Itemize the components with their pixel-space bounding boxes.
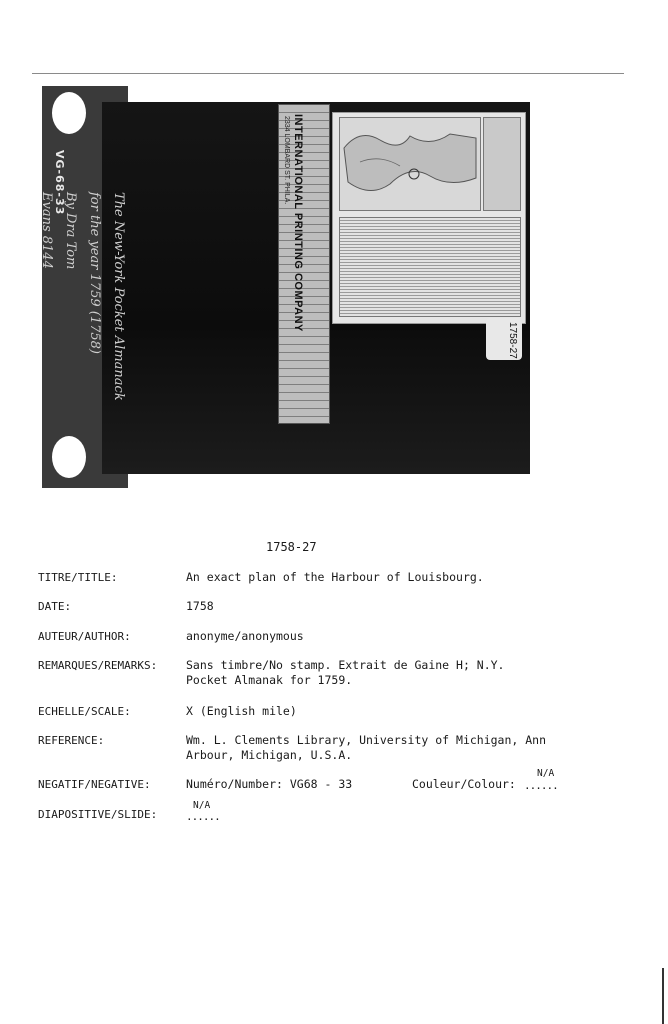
ruler-brand: INTERNATIONAL PRINTING COMPANY xyxy=(292,114,304,332)
reference-label: REFERENCE: xyxy=(38,734,105,747)
almanac-text-block xyxy=(339,217,521,317)
catalogue-tag-label: 1758-27 xyxy=(507,322,518,359)
negative-value: Numéro/Number: VG68 - 33 xyxy=(186,777,353,791)
remarks-label: REMARQUES/REMARKS: xyxy=(38,659,158,672)
coastline-sketch xyxy=(340,118,480,210)
author-label: AUTEUR/AUTHOR: xyxy=(38,630,131,643)
scale-label: ECHELLE/SCALE: xyxy=(38,705,131,718)
harbour-map-image xyxy=(339,117,481,211)
slide-dots: ...... xyxy=(186,810,220,823)
title-value: An exact plan of the Harbour of Louisbourg. xyxy=(186,570,484,584)
almanac-page xyxy=(332,112,526,324)
handwritten-note xyxy=(34,192,130,401)
record-id: 1758-27 xyxy=(266,540,317,554)
title-label: TITRE/TITLE: xyxy=(38,571,118,584)
reference-value: Wm. L. Clements Library, University of Michigan, Ann Arbour, Michigan, U.S.A. xyxy=(186,733,547,762)
colour-value: N/A xyxy=(537,768,555,779)
date-value: 1758 xyxy=(186,599,214,613)
slide-na: N/A xyxy=(193,800,211,811)
date-label: DATE: xyxy=(38,600,72,613)
handwriting-line: By Dra Tom xyxy=(63,192,78,270)
handwriting-line: for the year 1759 (1758) xyxy=(87,192,102,354)
author-value: anonyme/anonymous xyxy=(186,629,304,643)
sprocket-hole xyxy=(52,92,86,134)
handwriting-line: Evans 8144 xyxy=(39,192,54,269)
scale-value: X (English mile) xyxy=(186,704,297,718)
top-rule xyxy=(32,73,624,74)
ruler-address: 2334 LOMBARD ST. PHILA. xyxy=(283,116,290,205)
map-legend xyxy=(483,117,521,211)
slide-label: DIAPOSITIVE/SLIDE: xyxy=(38,808,158,821)
page-edge-mark xyxy=(662,968,664,1024)
negative-label: NEGATIF/NEGATIVE: xyxy=(38,778,151,791)
colour-label: Couleur/Colour: xyxy=(412,777,516,791)
remarks-value: Sans timbre/No stamp. Extrait de Gaine H; N.Y. Pocket Almanak for 1759. xyxy=(186,658,505,687)
document-photograph xyxy=(39,86,532,488)
sprocket-hole xyxy=(52,436,86,478)
colour-dots: ...... xyxy=(524,779,558,792)
strip-code: VG-68-33 xyxy=(53,150,66,216)
handwriting-line: The New-York Pocket Almanack xyxy=(111,192,126,401)
